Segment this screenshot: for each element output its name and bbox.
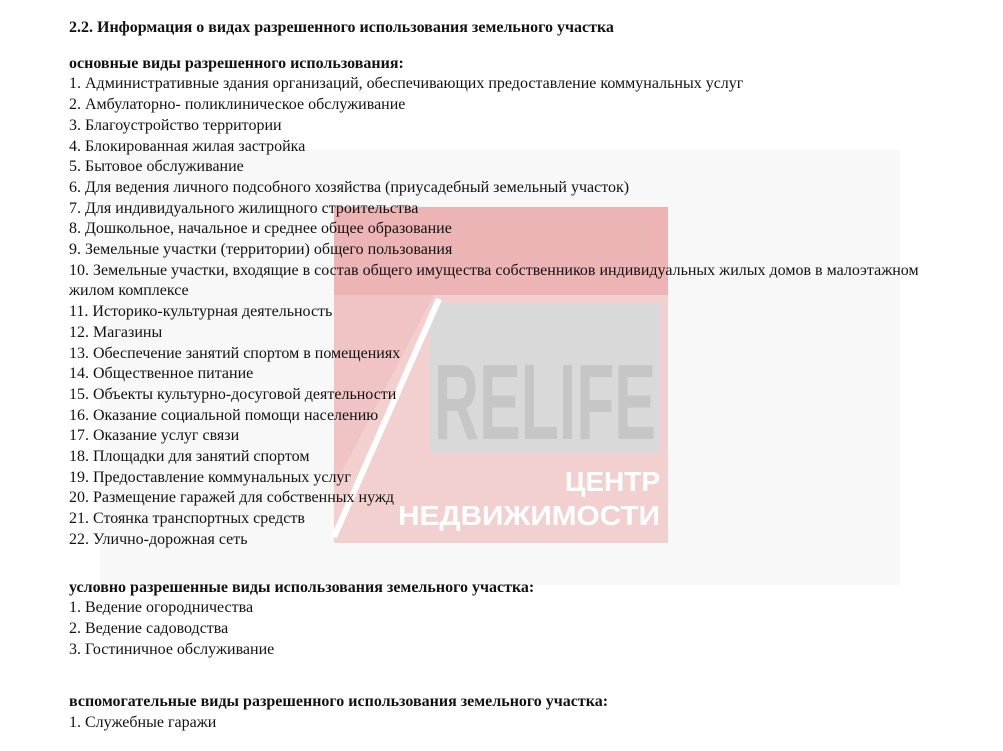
- spacer: [69, 660, 949, 692]
- use-list: [69, 598, 949, 660]
- list-item: 1. Ведение огородничества: [69, 599, 254, 617]
- spacer: [69, 551, 949, 578]
- list-item: 1. Служебные гаражи: [69, 714, 217, 732]
- list-item: 10. Земельные участки, входящие в состав общего имущества собственников индивидуальных жилых домов в малоэтажном жилом комплексе: [69, 261, 919, 300]
- list-item: 4. Блокированная жилая застройка: [69, 137, 306, 155]
- list-item: 9. Земельные участки (территории) общего пользования: [69, 241, 453, 259]
- list-item: 2. Ведение садоводства: [69, 619, 229, 637]
- list-item: 7. Для индивидуального жилищного строительства: [69, 199, 419, 217]
- list-item: 20. Размещение гаражей для собственных нужд: [69, 489, 395, 507]
- list-item: 3. Благоустройство территории: [69, 116, 282, 134]
- section-title: вспомогательные виды разрешенного использования земельного участка:: [69, 693, 609, 711]
- list-item: 15. Объекты культурно-досуговой деятельности: [69, 385, 397, 403]
- watermark-brand: RELIFE: [434, 341, 656, 462]
- section-title: основные виды разрешенного использования:: [69, 54, 404, 72]
- list-item: 12. Магазины: [69, 323, 163, 341]
- use-list: [69, 74, 949, 550]
- section-auxiliary-uses: [69, 692, 949, 733]
- list-item: 11. Историко-культурная деятельность: [69, 303, 333, 321]
- watermark-line2: НЕДВИЖИМОСТИ: [398, 500, 660, 531]
- document-body: [69, 18, 949, 734]
- list-item: 1. Административные здания организаций, обеспечивающих предоставление коммунальных услуг: [69, 75, 744, 93]
- list-item: 2. Амбулаторно- поликлиническое обслуживание: [69, 96, 406, 114]
- list-item: 17. Оказание услуг связи: [69, 427, 240, 445]
- list-item: 21. Стоянка транспортных средств: [69, 510, 305, 528]
- list-item: 16. Оказание социальной помощи населению: [69, 406, 379, 424]
- list-item: 22. Улично-дорожная сеть: [69, 530, 248, 548]
- list-item: 3. Гостиничное обслуживание: [69, 640, 275, 658]
- list-item: 13. Обеспечение занятий спортом в помещениях: [69, 344, 401, 362]
- section-conditional-uses: [69, 578, 949, 661]
- watermark-line1: ЦЕНТР: [564, 466, 660, 497]
- list-item: 18. Площадки для занятий спортом: [69, 448, 310, 466]
- list-item: 6. Для ведения личного подсобного хозяйства (приусадебный земельный участок): [69, 178, 630, 196]
- use-list: [69, 713, 949, 734]
- section-main-uses: [69, 54, 949, 551]
- list-item: 14. Общественное питание: [69, 365, 254, 383]
- list-item: 8. Дошкольное, начальное и среднее общее образование: [69, 220, 452, 238]
- section-title: условно разрешенные виды использования земельного участка:: [69, 578, 535, 596]
- document-heading: 2.2. Информация о видах разрешенного использования земельного участка: [69, 19, 614, 36]
- list-item: 19. Предоставление коммунальных услуг: [69, 468, 351, 486]
- list-item: 5. Бытовое обслуживание: [69, 158, 244, 176]
